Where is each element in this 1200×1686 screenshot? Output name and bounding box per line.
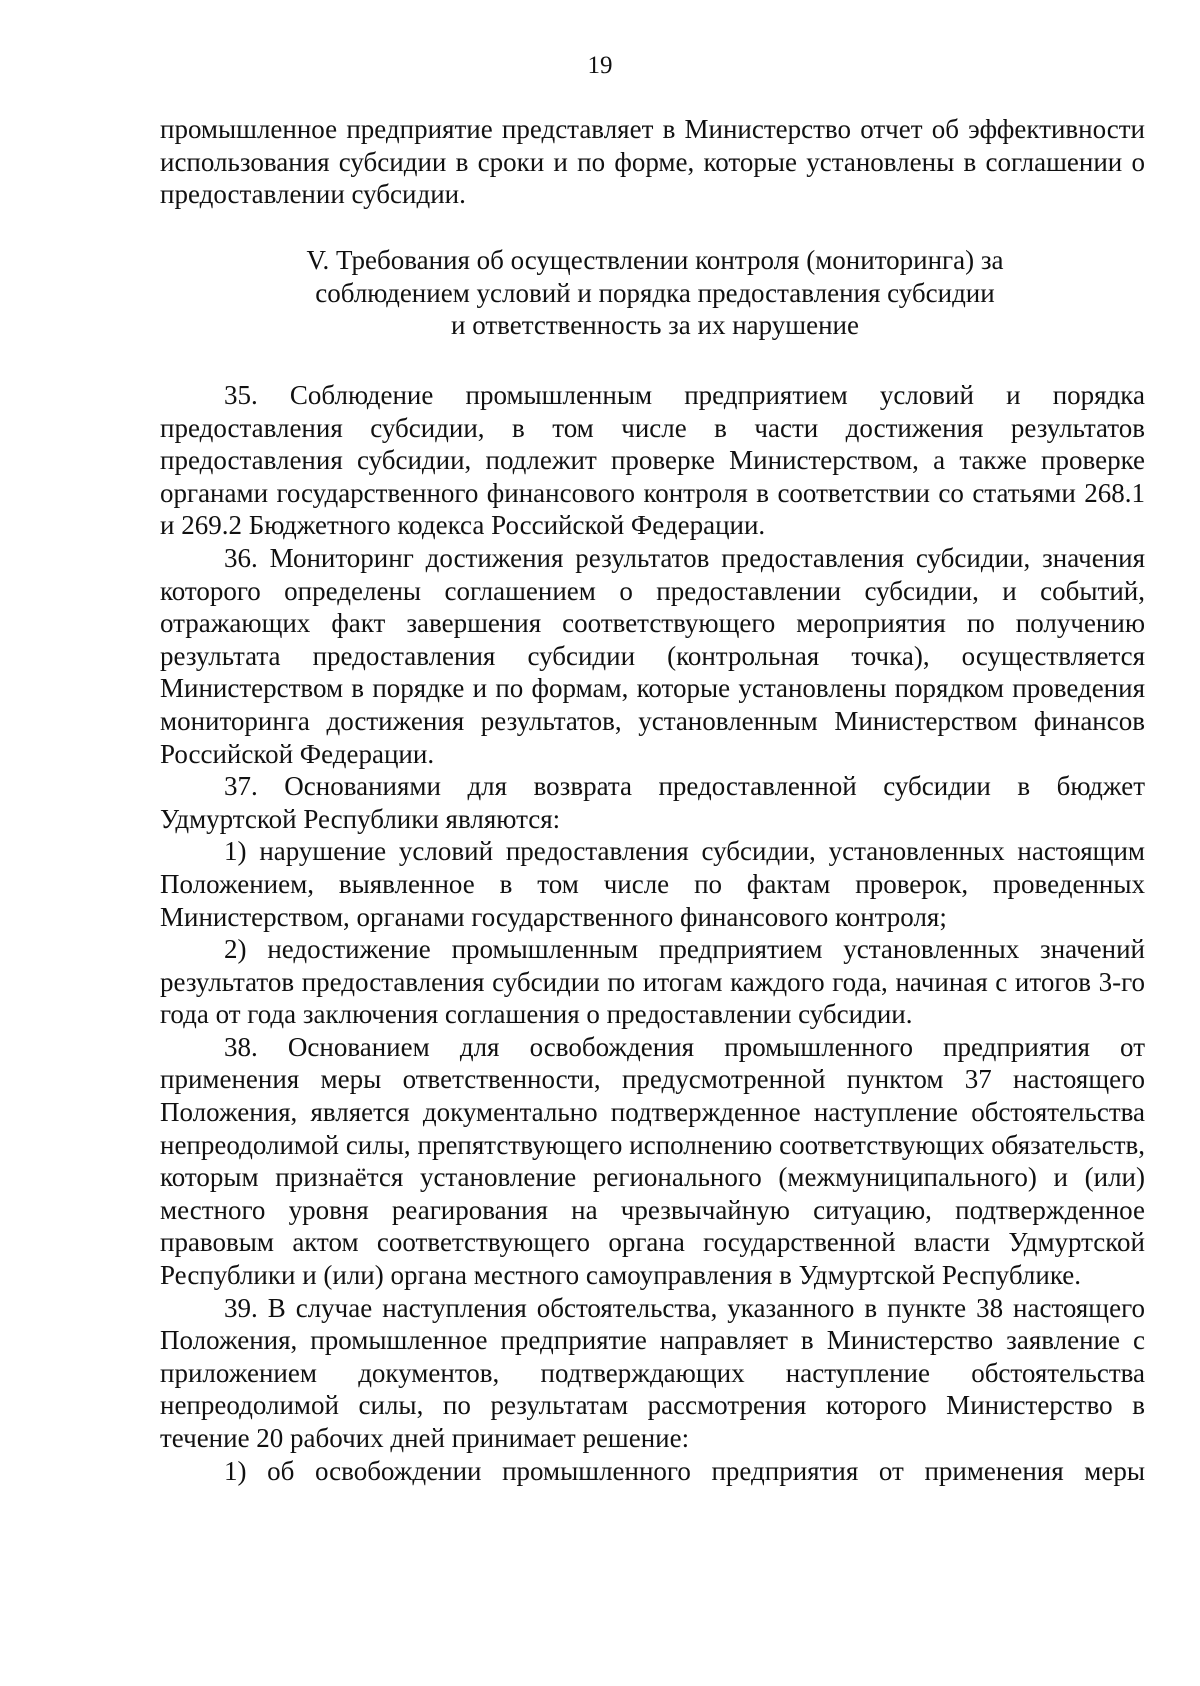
section-heading-line-3: и ответственность за их нарушение [451,310,859,341]
paragraph-39: 39. В случае наступления обстоятельства, указанного в пункте 38 настоящего Положения, промышленное предприятие направляет в Министерство заявление с приложением документов, подтверждающих наступление обстоятельства непреодолимой силы, по результатам рассмотрения которого Министерство в течение 20 рабочих дней принимает решение: [160,1292,1145,1453]
paragraph-37: 37. Основаниями для возврата предоставленной субсидии в бюджет Удмуртской Республики являются: [160,771,1145,834]
paragraph-35: 35. Соблюдение промышленным предприятием условий и порядка предоставления субсидии, в том числе в части достижения результатов предоставления субсидии, подлежит проверке Министерством, а также проверке органами государственного финансового контроля в соответствии со статьями 268.1 и 269.2 Бюджетного кодекса Российской Федерации. [160,380,1145,541]
section-heading [260,244,1050,342]
paragraph-37-item-1: 1) нарушение условий предоставления субсидии, установленных настоящим Положением, выявленное в том числе по фактам проверок, проведенных Министерством, органами государственного финансового контроля; [160,836,1145,932]
section-heading-line-1: V. Требования об осуществлении контроля (мониторинга) за [306,245,1004,275]
paragraph-39-item-1: 1) об освобождении промышленного предприятия от применения меры [224,1455,1145,1486]
section-heading-line-2: соблюдением условий и порядка предоставления субсидии [315,277,995,308]
page-number: 19 [587,52,613,79]
paragraph-38: 38. Основанием для освобождения промышленного предприятия от применения меры ответственности, предусмотренной пунктом 37 настоящего Положения, является документально подтвержденное наступление обстоятельства непреодолимой силы, препятствующего исполнению соответствующих обязательств, которым признаётся установление регионального (межмуниципального) и (или) местного уровня реагирования на чрезвычайную ситуацию, подтвержденное правовым актом соответствующего органа государственной власти Удмуртской Республики и (или) органа местного самоуправления в Удмуртской Республике. [160,1031,1145,1291]
continuation-paragraph: промышленное предприятие представляет в Министерство отчет об эффективности использования субсидии в сроки и по форме, которые установлены в соглашении о предоставлении субсидии. [160,114,1145,210]
continuation-block [160,113,1145,211]
section-body [160,379,1145,1487]
paragraph-37-item-2: 2) недостижение промышленным предприятием установленных значений результатов предоставления субсидии по итогам каждого года, начиная с итогов 3-го года от года заключения соглашения о предоставлении субсидии. [160,934,1145,1030]
paragraph-36: 36. Мониторинг достижения результатов предоставления субсидии, значения которого определены соглашением о предоставлении субсидии, и событий, отражающих факт завершения соответствующего мероприятия по получению результата предоставления субсидии (контрольная точка), осуществляется Министерством в порядке и по формам, которые установлены порядком проведения мониторинга достижения результатов, установленным Министерством финансов Российской Федерации. [160,542,1145,769]
